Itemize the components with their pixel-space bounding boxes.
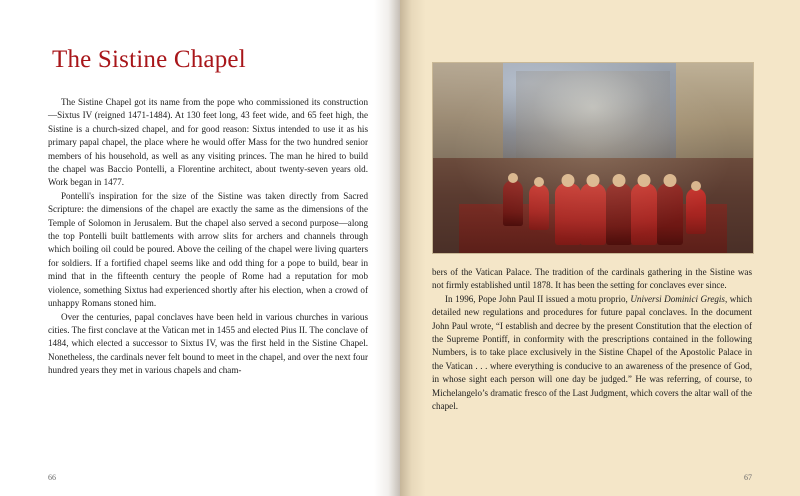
page-number-right: 67 [744,473,752,482]
cardinal-figure [555,183,581,245]
paragraph: Over the centuries, papal conclaves have been held in various churches in various cities. The first conclave at the Vatican met in 1455 and elected Pius II. The conclave of 1484, which elected a successor to Sixtus IV, was the first held in the Sistine Chapel. Nonetheless, the cardinals never felt bound to meet in the chapel, and over the next four hundred years they met in various chapels and cham- [48,311,368,376]
cardinal-figure [606,183,632,245]
cardinal-figure [657,183,683,245]
cardinal-figure [686,188,706,234]
cardinal-figure [580,183,606,245]
sistine-chapel-conclave-photo [432,62,754,254]
cardinal-figure [503,180,523,226]
page-right [400,0,800,496]
right-body-text [432,266,752,413]
gutter-shadow [400,0,426,496]
cardinal-figure [631,183,657,245]
gutter-shadow [374,0,400,496]
paragraph: bers of the Vatican Palace. The tradition of the cardinals gathering in the Sistine was not firmly established until 1878. It has been the setting for conclaves ever since. [432,267,752,291]
page-title: The Sistine Chapel [52,46,246,73]
paragraph: In 1996, Pope John Paul II issued a motu proprio, Universi Dominici Gregis, which detailed new regulations and procedures for future papal conclaves. In the document John Paul wrote, “I establish and decree by the present Constitution that the election of the Supreme Pontiff, in conformity with the prescriptions contained in the following Numbers, is to take place exclusively in the Sistine Chapel of the Apostolic Palace in the Vatican . . . where everything is conducive to an awareness of the presence of God, in whose sight each person will one day be judged.” He was referring, of course, to Michelangelo’s dramatic fresco of the Last Judgment, which covers the altar wall of the chapel. [432,293,752,412]
page-number-left: 66 [48,473,56,482]
paragraph: The Sistine Chapel got its name from the pope who commissioned its construction—Sixtus IV (reigned 1471-1484). At 130 feet long, 43 feet wide, and 65 feet high, the Sistine is a church-sized chapel, and for good reason: Sixtus intended to use it as his primary papal chapel, the place where he would offer Mass for the two hundred senior members of his household, as well as any visiting princes. The man he hired to build the chapel was Baccio Pontelli, a Florentine architect, about twenty-seven years old. Work began in 1477. [48,97,368,188]
photo-fresco-left-wall [433,63,503,169]
paragraph: Pontelli's inspiration for the size of the Sistine was taken directly from Sacred Scripture: the dimensions of the chapel are exactly the same as the dimensions of the Temple of Solomon in Jerusalem. But the chapel also served a second purpose—along the top Pontelli built battlements with arrow slits for archers and channels through which boiling oil could be poured. Above the ceiling of the chapel were living quarters for soldiers. If a fortified chapel seems like and odd thing for a pope to build, bear in mind that in the fifteenth century the people of Rome had a reputation for mob violence, something Sixtus had experienced shortly after his election, when a crowd of unhappy Romans stoned him. [48,190,368,309]
photo-fresco-right-wall [676,63,753,173]
left-body-text [48,96,368,378]
cardinal-figure [529,184,549,230]
photo-altar-wall [516,71,670,162]
